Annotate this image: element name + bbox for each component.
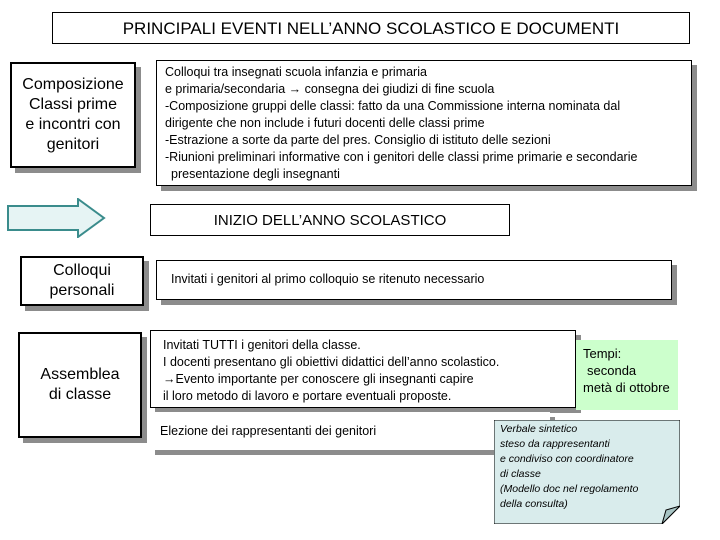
content-line: →Evento importante per conoscere gli insegnanti capire bbox=[163, 372, 474, 386]
tempi-line: Tempi: bbox=[583, 346, 622, 361]
content-line: presentazione degli insegnanti bbox=[171, 167, 340, 181]
label-line: genitori bbox=[46, 136, 100, 153]
content-line: e primaria/secondaria → consegna dei giudizi di fine scuola bbox=[165, 82, 495, 96]
page-title: PRINCIPALI EVENTI NELL’ANNO SCOLASTICO E DOCUMENTI bbox=[52, 12, 690, 44]
content-line: dirigente che non include i futuri docenti delle classi prime bbox=[165, 116, 485, 130]
content-line: Invitati TUTTI i genitori della classe. bbox=[163, 338, 361, 352]
tempi-box bbox=[576, 340, 678, 410]
tempi-line: seconda bbox=[587, 363, 637, 378]
label-colloqui-personali bbox=[20, 256, 144, 306]
label-line: personali bbox=[49, 282, 115, 299]
start-of-year-box: INIZIO DELL’ANNO SCOLASTICO bbox=[150, 204, 510, 236]
label-line: Assemblea bbox=[40, 366, 120, 383]
note-line: di classe bbox=[500, 468, 541, 480]
tempi-line: metà di ottobre bbox=[583, 380, 670, 395]
label-line: di classe bbox=[48, 386, 112, 403]
election-box: Elezione dei rappresentanti dei genitori bbox=[150, 412, 550, 450]
content-line: I docenti presentano gli obiettivi didattici dell’anno scolastico. bbox=[163, 355, 500, 369]
content-composizione bbox=[156, 60, 692, 186]
note-line: e condiviso con coordinatore bbox=[500, 453, 634, 465]
content-assemblea bbox=[150, 330, 576, 408]
content-line: -Riunioni preliminari informative con i genitori delle classi prime primarie e secondarie bbox=[165, 150, 638, 164]
content-colloqui-personali: Invitati i genitori al primo colloquio se ritenuto necessario bbox=[156, 260, 672, 300]
note-line: (Modello doc nel regolamento bbox=[500, 483, 639, 495]
note-line: della consulta) bbox=[500, 498, 568, 510]
label-line: e incontri con bbox=[25, 116, 121, 133]
label-assemblea bbox=[18, 332, 142, 438]
label-composizione bbox=[10, 62, 136, 168]
label-line: Composizione bbox=[22, 76, 124, 93]
content-line: Colloqui tra insegnati scuola infanzia e primaria bbox=[165, 65, 427, 79]
label-line: Colloqui bbox=[53, 262, 111, 279]
label-line: Classi prime bbox=[28, 96, 117, 113]
note-line: Verbale sintetico bbox=[500, 423, 578, 435]
content-line: il loro metodo di lavoro e portare eventuali proposte. bbox=[163, 389, 452, 403]
right-arrow-icon bbox=[6, 198, 106, 238]
content-line: -Composizione gruppi delle classi: fatto da una Commissione interna nominata dal bbox=[165, 99, 621, 113]
note-box bbox=[494, 420, 680, 524]
content-line: -Estrazione a sorte da parte del pres. Consiglio di istituto delle sezioni bbox=[165, 133, 551, 147]
note-line: steso da rappresentanti bbox=[500, 438, 610, 450]
